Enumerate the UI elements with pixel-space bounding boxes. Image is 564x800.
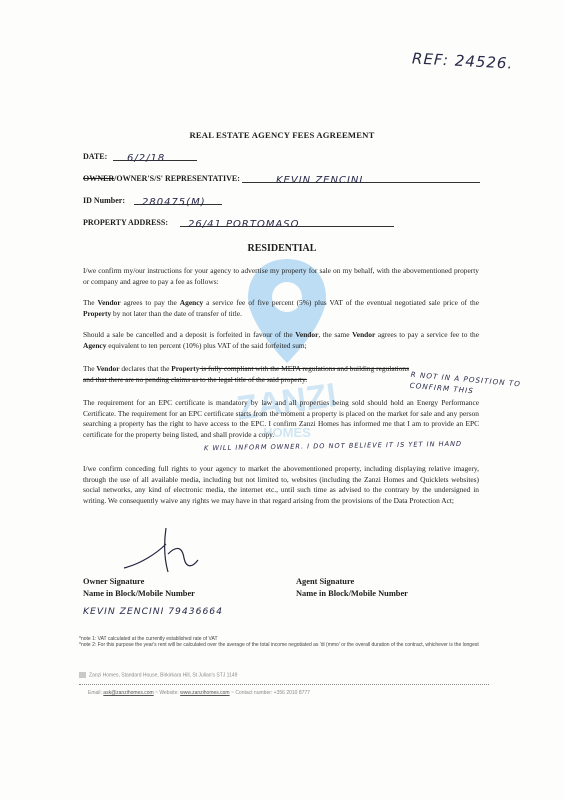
owner-signature-scribble [120, 524, 230, 578]
handwritten-epc-note: K WILL INFORM OWNER. I DO NOT BELIEVE IT IS YET IN HAND [203, 439, 463, 453]
agent-signature-block [296, 576, 408, 599]
compliance-paragraph: The Vendor declares that the Property is fully compliant with the MEPA regulations and building regulations and that there are no pending claims as to the legal title of the said property. [83, 364, 409, 384]
owner-label-struck: OWNER [83, 174, 115, 183]
section-heading: RESIDENTIAL [247, 243, 317, 254]
agent-signature-label: Agent Signature [296, 577, 355, 586]
footer-divider [79, 684, 489, 685]
footer-email-link[interactable]: ask@zanzihomes.com [103, 690, 154, 696]
footnote-1: *note 1: VAT calculated at the currently established rate of VAT [79, 636, 218, 642]
reference-number: REF: 24526. [411, 49, 514, 73]
epc-paragraph: The requirement for an EPC certificate is mandatory by law and all properties being sold should hold an Energy Performance Certificate. The requirement for an EPC certificate starts from the moment a property is placed on the market for sale and any person searching a property has the right to have access to the EPC. I confirm Zanzi Homes has informed me that I am to provide an EPC certificate for the property being listed, and shall provide a copy. [83, 398, 479, 439]
footer-contact-line: Email: ask@zanzihomes.com ~ Website: www.zanzihomes.com ~ Contact number: +356 2010 8777 [88, 690, 310, 696]
owner-label [83, 174, 240, 183]
address-value: 26/41 PORTOMASO [188, 219, 300, 230]
intro-paragraph: I/we confirm my/our instructions for your agency to advertise my property for sale on my behalf, with the abovementioned property or company and agree to pay a fee as follows: [83, 266, 479, 286]
address-label: PROPERTY ADDRESS: [83, 218, 168, 227]
owner-field [242, 170, 480, 186]
id-label: ID Number: [83, 196, 125, 205]
owner-label-rest: /OWNER'S/S' REPRESENTATIVE: [114, 174, 240, 183]
owner-signature-block [83, 576, 195, 599]
struck-compliance-text: is fully compliant with the MEPA regulations and building regulations and that there are no pending claims as to the legal title of the said property. [83, 364, 409, 384]
footer-website-link[interactable]: www.zanzihomes.com [180, 690, 230, 696]
footnotes [79, 636, 489, 649]
data-protection-paragraph: I/we confirm conceding full rights to your agency to market the abovementioned property, including displaying relative imagery, through the use of all available media, including but not limited to, websites (including the Zanzi Homes and Quicklets websites) social networks, any kind of electronic media, the internet etc., until such time as advised to the contrary by the undersigned in writing. We consequently waive any rights we may have in that regard arising from the provisions of the Data Protection Act; [83, 464, 479, 505]
owner-signature-label: Owner Signature [83, 577, 145, 586]
id-field [134, 192, 222, 208]
document-title: REAL ESTATE AGENCY FEES AGREEMENT [189, 130, 375, 140]
date-field [113, 148, 197, 164]
date-value: 6/2/18 [127, 153, 166, 164]
owner-value: KEVIN ZENCINI [276, 175, 364, 186]
footer-address: Zanzi Homes, Standard House, Birkirkara Hill, St Julian's STJ 1149 [89, 672, 238, 679]
owner-name-value: KEVIN ZENCINI 79436664 [83, 606, 223, 617]
watermark-subtext: HOMES [263, 425, 311, 440]
agent-name-label: Name in Block/Mobile Number [296, 588, 408, 598]
cancellation-paragraph: Should a sale be cancelled and a deposit is forfeited in favour of the Vendor, the same Vendor agrees to pay a service fee to the Agency equivalent to ten percent (10%) plus VAT of the said forfeited sum; [83, 330, 479, 350]
id-value: 280475(M) [142, 197, 206, 208]
owner-name-label: Name in Block/Mobile Number [83, 588, 195, 598]
watermark-text: ZANZI [234, 376, 339, 428]
footer-contact-number: Contact number: +356 2010 8777 [235, 690, 310, 696]
date-label: DATE: [83, 152, 108, 161]
fee-paragraph: The Vendor agrees to pay the Agency a service fee of five percent (5%) plus VAT of the eventual negotiated sale price of the Property by not later than the date of transfer of title. [83, 298, 479, 318]
company-logo-icon [79, 672, 86, 678]
address-field [180, 214, 394, 230]
footer-address-line [79, 672, 279, 678]
handwritten-compliance-note: R NOT IN A POSITION TO CONFIRM THIS [409, 369, 522, 396]
footnote-2: *note 2: For this purpose the year's rent will be calculated over the average of the total income negotiated as 'di (mmo' or the overall duration of the contract, whichever is the longest [79, 642, 479, 649]
